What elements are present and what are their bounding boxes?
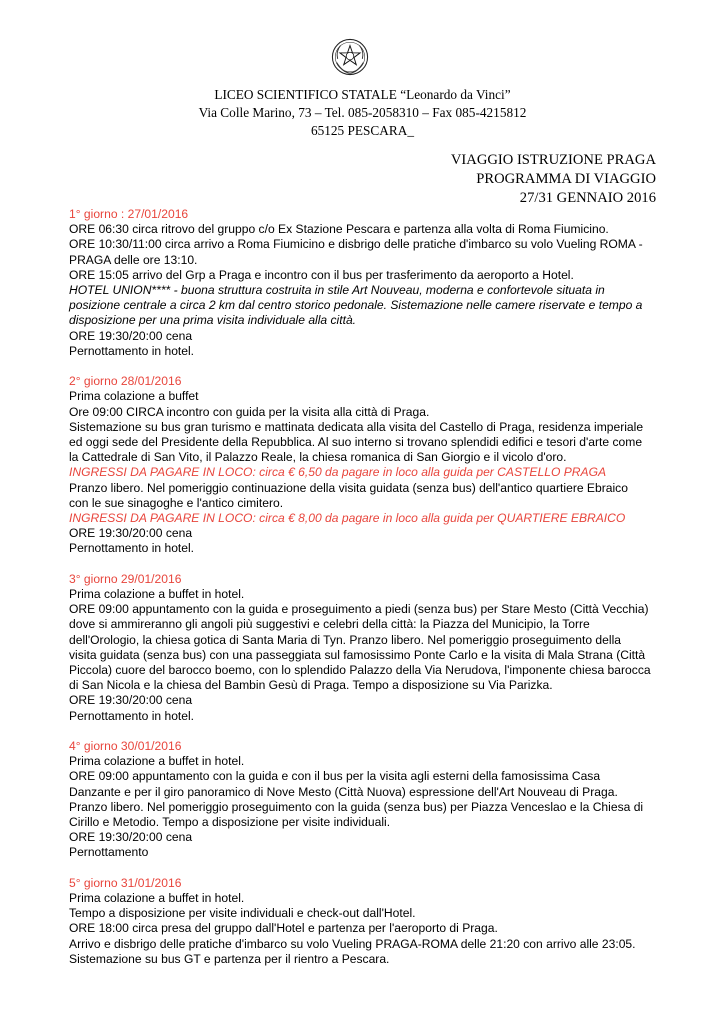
itinerary-line: Sistemazione su bus gran turismo e mattinata dedicata alla visita del Castello di Praga, residenza imperiale — [69, 419, 644, 434]
itinerary-line: dell'Orologio, la chiesa gotica di Santa Maria di Tyn. Pranzo libero. Nel pomeriggio proseguimento della — [69, 632, 621, 647]
itinerary-day — [69, 572, 659, 724]
itinerary-line: Arrivo e disbrigo delle pratiche d'imbarco su volo Vueling PRAGA-ROMA delle 21:20 con arrivo alle 23:05. — [69, 936, 636, 951]
day-title: 5° giorno 31/01/2016 — [69, 875, 182, 890]
itinerary-line: ORE 19:30/20:00 cena — [69, 830, 193, 845]
hotel-description: disposizione per una prima visita individuale alla città. — [69, 313, 357, 328]
itinerary-line: Danzante e per il giro panoramico di Nove Mesto (Città Nuova) espressione dell'Art Nouveau di Praga. — [69, 784, 618, 799]
itinerary-line: Pranzo libero. Nel pomeriggio continuazione della visita guidata (senza bus) dell'antico quartiere Ebraico — [69, 480, 628, 495]
itinerary — [69, 207, 659, 982]
itinerary-day — [69, 207, 659, 359]
itinerary-line: Pernottamento — [69, 845, 149, 860]
itinerary-line: con le sue sinagoghe e l'antico cimitero. — [69, 495, 284, 510]
itinerary-line: ORE 19:30/20:00 cena — [69, 328, 193, 343]
day-title: 1° giorno : 27/01/2016 — [69, 207, 189, 221]
itinerary-line: la Cattedrale di San Vito, il Palazzo Reale, la chiesa romanica di San Giorgio e il vicolo d'oro. — [69, 450, 567, 465]
italian-republic-emblem-icon — [331, 38, 369, 76]
school-name: LICEO SCIENTIFICO STATALE “Leonardo da Vinci” — [214, 87, 511, 102]
itinerary-line: Pernottamento in hotel. — [69, 708, 195, 723]
itinerary-day — [69, 374, 659, 556]
itinerary-line: ORE 19:30/20:00 cena — [69, 693, 193, 708]
hotel-description: posizione centrale a circa 2 km dal centro storico pedonale. Sistemazione nelle camere riservate e tempo a — [69, 298, 643, 313]
trip-title: VIAGGIO ISTRUZIONE PRAGA — [450, 152, 656, 168]
entrance-fee-note: INGRESSI DA PAGARE IN LOCO: circa € 6,50 da pagare in loco alla guida per CASTELLO PRAGA — [69, 465, 607, 480]
itinerary-line: ORE 15:05 arrivo del Grp a Praga e incontro con il bus per trasferimento da aeroporto a Hotel. — [69, 267, 574, 282]
itinerary-line: Pernottamento in hotel. — [69, 541, 195, 556]
itinerary-line: ORE 18:00 circa presa del gruppo dall'Hotel e partenza per l'aeroporto di Praga. — [69, 921, 498, 936]
entrance-fee-note: INGRESSI DA PAGARE IN LOCO: circa € 8,00 da pagare in loco alla guida per QUARTIERE EBRAICO — [69, 511, 626, 526]
itinerary-day — [69, 739, 659, 861]
itinerary-line: Pranzo libero. Nel pomeriggio proseguimento con la guida (senza bus) per Piazza Venceslao e la Chiesa di — [69, 799, 644, 814]
trip-dates: 27/31 GENNAIO 2016 — [519, 190, 656, 206]
itinerary-line: ed oggi sede del Presidente della Repubblica. Al suo interno si trovano splendidi edifici e tesori d'arte come — [69, 435, 643, 450]
itinerary-line: di San Nicola e la chiesa del Bambin Gesù di Praga. Tempo a disposizione su Via Parizka. — [69, 678, 553, 693]
itinerary-line: ORE 10:30/11:00 circa arrivo a Roma Fiumicino e disbrigo delle pratiche d'imbarco su volo Vueling ROMA - — [69, 237, 643, 252]
itinerary-line: dove si ammireranno gli angoli più suggestivi e celebri della città: la Piazza del Municipio, la Torre — [69, 617, 590, 632]
itinerary-line: Prima colazione a buffet in hotel. — [69, 587, 245, 602]
itinerary-line: ORE 19:30/20:00 cena — [69, 526, 193, 541]
itinerary-line: Prima colazione a buffet in hotel. — [69, 754, 245, 769]
itinerary-line: ORE 09:00 appuntamento con la guida e con il bus per la visita agli esterni della famosissima Casa — [69, 769, 601, 784]
itinerary-line: PRAGA delle ore 13:10. — [69, 252, 198, 267]
itinerary-line: Prima colazione a buffet in hotel. — [69, 891, 245, 906]
trip-subtitle: PROGRAMMA DI VIAGGIO — [476, 171, 656, 187]
day-title: 4° giorno 30/01/2016 — [69, 739, 182, 754]
itinerary-line: Piccola) cuore del barocco boemo, con lo splendido Palazzo della Via Nerudova, l'imponente chiesa barocca — [69, 663, 651, 678]
itinerary-line: Sistemazione su bus GT e partenza per il rientro a Pescara. — [69, 951, 390, 966]
itinerary-line: visita guidata (senza bus) con una passeggiata sul famosissimo Ponte Carlo e la visita di Mala Strana (Città — [69, 647, 646, 662]
itinerary-line: Pernottamento in hotel. — [69, 343, 195, 358]
school-city: 65125 PESCARA_ — [310, 123, 415, 138]
school-address: Via Colle Marino, 73 – Tel. 085-2058310 – Fax 085-4215812 — [198, 105, 527, 120]
itinerary-line: Tempo a disposizione per visite individuali e check-out dall'Hotel. — [69, 906, 416, 921]
itinerary-line: ORE 09:00 appuntamento con la guida e proseguimento a piedi (senza bus) per Stare Mesto (Città Vecchia) — [69, 602, 649, 617]
itinerary-line: Prima colazione a buffet — [69, 389, 199, 404]
hotel-description: HOTEL UNION**** - buona struttura costruita in stile Art Nouveau, moderna e confortevole situata in — [69, 283, 605, 298]
day-title: 2° giorno 28/01/2016 — [69, 374, 182, 389]
itinerary-line: Ore 09:00 CIRCA incontro con guida per la visita alla città di Praga. — [69, 404, 430, 419]
itinerary-day — [69, 876, 659, 967]
day-title: 3° giorno 29/01/2016 — [69, 571, 182, 586]
itinerary-line: Cirillo e Metodio. Tempo a disposizione per visite individuali. — [69, 815, 391, 830]
itinerary-line: ORE 06:30 circa ritrovo del gruppo c/o Ex Stazione Pescara e partenza alla volta di Roma Fiumicino. — [69, 222, 609, 237]
